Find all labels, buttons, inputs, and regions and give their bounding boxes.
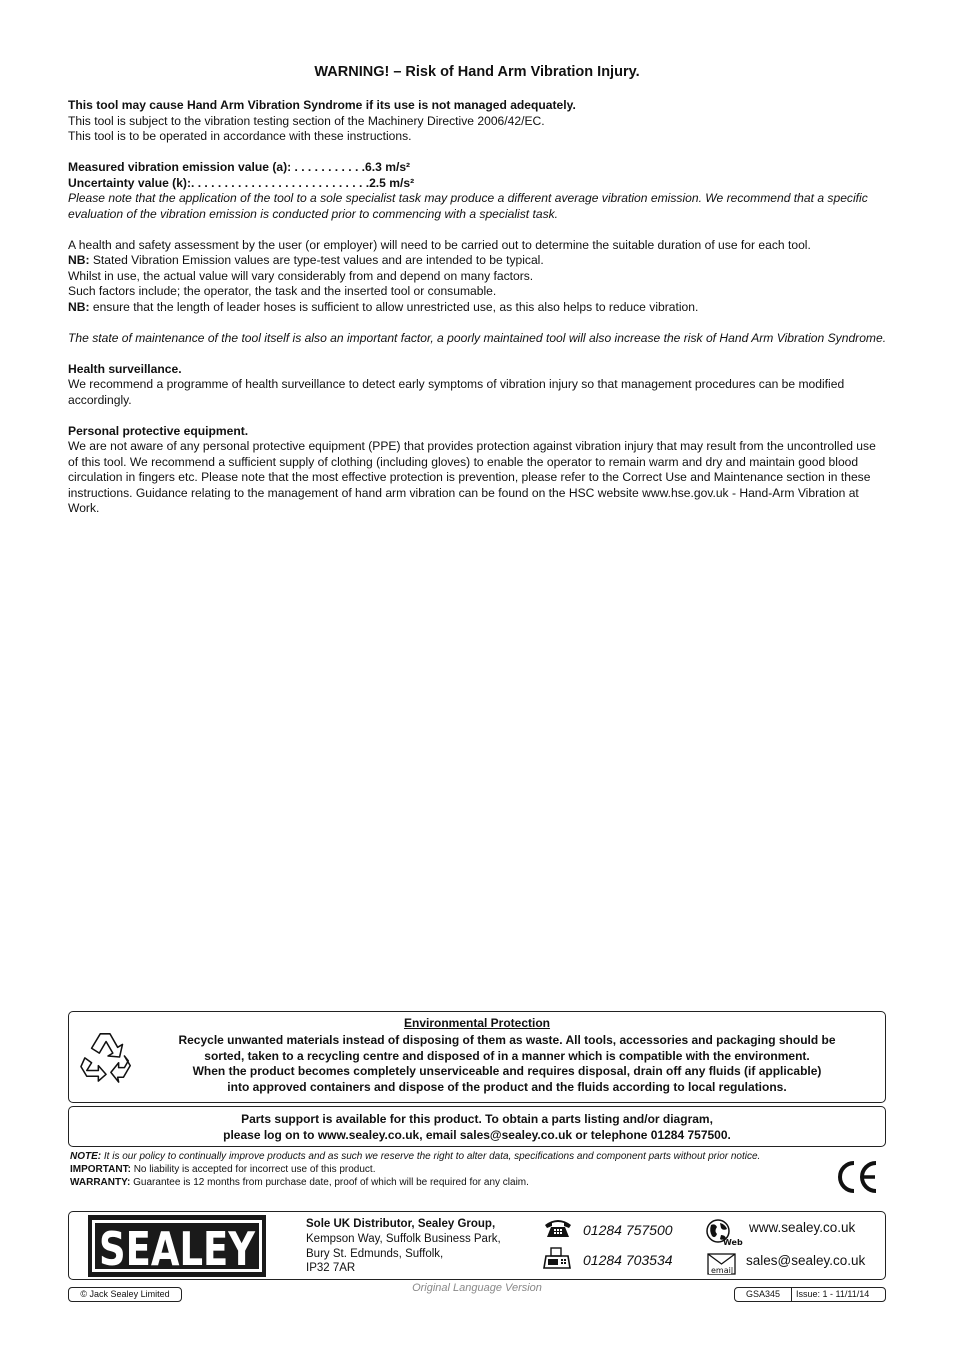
env-line: sorted, taken to a recycling centre and disposed of in a manner which is compatible with the environment. <box>204 1048 810 1063</box>
factors-line: Whilst in use, the actual value will vary considerably from and depend on many factors. <box>68 268 534 283</box>
parts-line-1: Parts support is available for this product. To obtain a parts listing and/or diagram, <box>241 1112 713 1126</box>
copyright-badge: © Jack Sealey Limited <box>68 1287 182 1302</box>
nb-line-1 <box>68 253 888 269</box>
warranty-text: Guarantee is 12 months from purchase date, proof of which will be required for any claim. <box>130 1177 529 1189</box>
warranty-line <box>70 1176 830 1189</box>
important-text: No liability is accepted for incorrect use of this product. <box>130 1164 376 1176</box>
ppe-heading: Personal protective equipment. <box>68 423 249 438</box>
nb-label: NB: <box>68 253 90 267</box>
language-version: Original Language Version <box>412 1282 542 1294</box>
maintenance-note: The state of maintenance of the tool itself is also an important factor, a poorly maintained tool will also increase the risk of Hand Arm Vibration Syndrome. <box>68 330 887 345</box>
nb-label: NB: <box>68 299 90 314</box>
nb-text: Stated Vibration Emission values are type-test values and are intended to be typical. <box>89 253 544 267</box>
factors-include-line: Such factors include; the operator, the task and the inserted tool or consumable. <box>68 284 497 298</box>
important-label: IMPORTANT: <box>70 1164 131 1176</box>
page-title: WARNING! – Risk of Hand Arm Vibration Injury. <box>314 64 640 80</box>
env-line: When the product becomes completely unserviceable and requires disposal, drain off any fluids (if applicable) <box>192 1064 822 1079</box>
email-link[interactable]: sales@sealey.co.uk <box>746 1253 866 1268</box>
measured-value: Measured vibration emission value (a): . . . . . . . . . . .6.3 m/s² <box>68 160 411 174</box>
distributor-address <box>306 1217 501 1276</box>
warning-body <box>68 98 888 517</box>
warranty-label: WARRANTY: <box>70 1177 131 1189</box>
uncertainty-value: Uncertainty value (k):. . . . . . . . . . . . . . . . . . . . . . . . . . .2.5 m/s² <box>68 175 415 190</box>
ce-mark-icon <box>836 1159 880 1195</box>
note-label: NOTE: <box>70 1151 102 1162</box>
note-line <box>70 1150 830 1163</box>
fax-icon <box>543 1247 571 1276</box>
telephone-icon <box>543 1217 573 1244</box>
health-heading: Health surveillance. <box>68 361 182 376</box>
environmental-protection-text <box>139 1033 875 1095</box>
intro-line-3: This tool is to be operated in accordance with these instructions. <box>68 129 412 143</box>
environmental-protection-box <box>68 1011 886 1103</box>
important-line <box>70 1163 830 1176</box>
env-line: Recycle unwanted materials instead of disposing of them as waste. All tools, accessories and packaging should be <box>178 1033 836 1047</box>
product-code: GSA345 <box>735 1288 792 1301</box>
recycle-icon <box>79 1028 137 1084</box>
fax-number: 01284 703534 <box>583 1252 673 1268</box>
web-globe-icon <box>705 1219 743 1252</box>
svg-text:email: email <box>711 1266 734 1275</box>
nb-line-2 <box>68 300 888 316</box>
address-line: Bury St. Edmunds, Suffolk, <box>306 1247 444 1260</box>
parts-line-2: please log on to www.sealey.co.uk, email sales@sealey.co.uk or telephone 01284 757500. <box>223 1127 731 1142</box>
note-text: It is our policy to continually improve products and as such we reserve the right to alter data, specifications and component parts without prior notice. <box>101 1151 761 1162</box>
env-line: into approved containers and dispose of the product and the fluids according to local regulations. <box>227 1079 787 1094</box>
notes-block <box>70 1150 830 1190</box>
phone-number: 01284 757500 <box>583 1222 673 1238</box>
svg-text:SEALEY: SEALEY <box>99 1222 256 1276</box>
nb-text: ensure that the length of leader hoses is sufficient to allow unrestricted use, as this also helps to reduce vibration. <box>89 299 699 314</box>
specialist-note: Please note that the application of the tool to a sole specialist task may produce a different average vibration emission. We recommend that a specific evaluation of the vibration emission is conducted prior to commencing with a specialist task. <box>68 191 868 221</box>
footer-box <box>68 1211 886 1280</box>
health-text: We recommend a programme of health surveillance to detect early symptoms of vibration injury so that management procedures can be modified accordingly. <box>68 377 845 407</box>
parts-support-box <box>68 1106 886 1147</box>
website-link[interactable]: www.sealey.co.uk <box>749 1220 856 1235</box>
sealey-logo <box>88 1215 266 1277</box>
distributor-name: Sole UK Distributor, Sealey Group, <box>306 1218 496 1230</box>
assessment-line: A health and safety assessment by the user (or employer) will need to be carried out to determine the suitable duration of use for each tool. <box>68 237 811 252</box>
email-icon <box>707 1253 737 1280</box>
intro-line-1: This tool may cause Hand Arm Vibration Syndrome if its use is not managed adequately. <box>68 98 576 112</box>
svg-text:Web: Web <box>723 1238 743 1247</box>
address-line: Kempson Way, Suffolk Business Park, <box>306 1232 501 1245</box>
issue-date: Issue: 1 - 11/11/14 <box>796 1289 870 1299</box>
intro-line-2: This tool is subject to the vibration testing section of the Machinery Directive 2006/42/EC. <box>68 113 545 128</box>
ppe-text: We are not aware of any personal protective equipment (PPE) that provides protection against vibration injury that may result from the uncontrolled use of this tool. We recommend a sufficient supply of clothing (including gloves) to enable the operator to remain warm and dry and maintain good blood circulation in fingers etc. Please note that the most effective protection is prevention, please refer to the Correct Use and Maintenance section in these instructions. Guidance relating to the management of hand arm vibration can be found on the HSC website www.hse.gov.uk - Hand-Arm Vibration at Work. <box>68 439 876 515</box>
document-code-badge <box>734 1287 886 1302</box>
environmental-protection-title: Environmental Protection <box>403 1016 551 1030</box>
address-line: IP32 7AR <box>306 1262 356 1275</box>
